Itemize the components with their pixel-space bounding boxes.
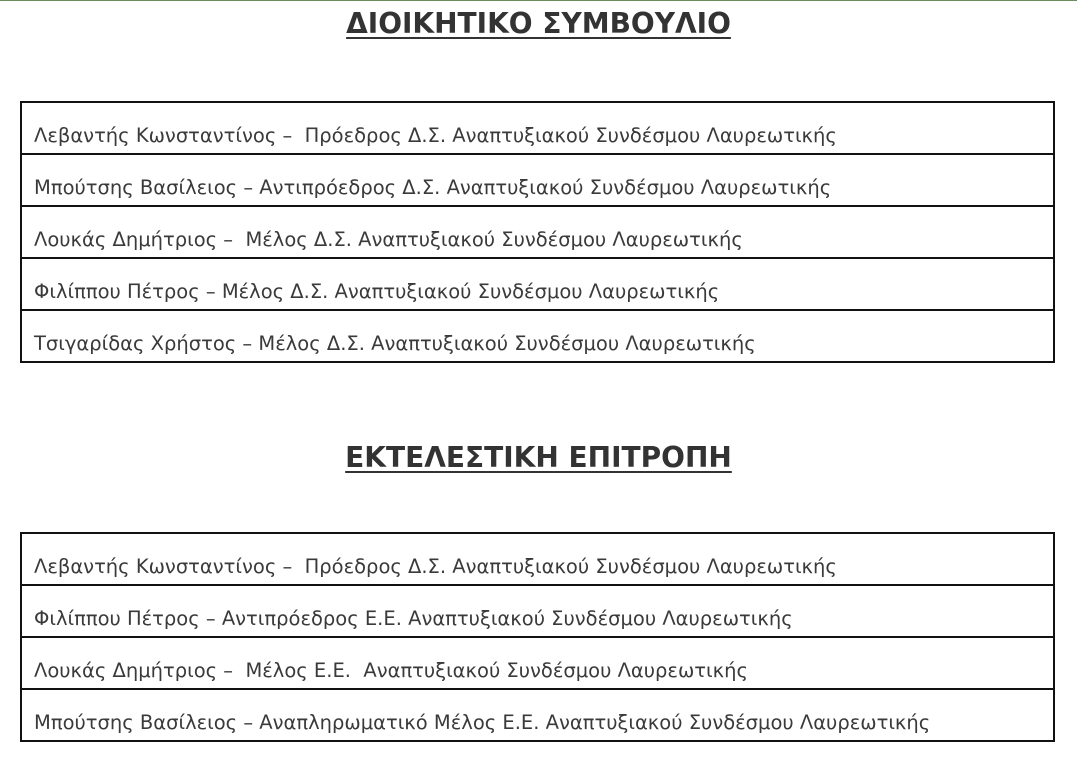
table-row	[21, 102, 1054, 154]
executive-section-title: ΕΚΤΕΛΕΣΤΙΚΗ ΕΠΙΤΡΟΠΗ	[345, 441, 732, 474]
board-section-title: ΔΙΟΙΚΗΤΙΚΟ ΣΥΜΒΟΥΛΙΟ	[346, 7, 731, 40]
board-member-2: Μπούτσης Βασίλειος – Αντιπρόεδρος Δ.Σ. Αναπτυξιακού Συνδέσμου Λαυρεωτικής	[21, 154, 1054, 206]
top-divider	[0, 0, 1077, 1]
table-row	[21, 206, 1054, 258]
board-members-table	[20, 101, 1055, 363]
table-row	[21, 585, 1054, 637]
board-member-5: Τσιγαρίδας Χρήστος – Μέλος Δ.Σ. Αναπτυξιακού Συνδέσμου Λαυρεωτικής	[21, 310, 1054, 362]
table-row	[21, 637, 1054, 689]
table-row	[21, 689, 1054, 741]
table-row	[21, 258, 1054, 310]
table-row	[21, 533, 1054, 585]
executive-member-2: Φιλίππου Πέτρος – Αντιπρόεδρος Ε.Ε. Αναπτυξιακού Συνδέσμου Λαυρεωτικής	[21, 585, 1054, 637]
executive-member-4: Μπούτσης Βασίλειος – Αναπληρωματικό Μέλος Ε.Ε. Αναπτυξιακού Συνδέσμου Λαυρεωτικής	[21, 689, 1054, 741]
table-row	[21, 310, 1054, 362]
board-member-1: Λεβαντής Κωνσταντίνος – Πρόεδρος Δ.Σ. Αναπτυξιακού Συνδέσμου Λαυρεωτικής	[21, 102, 1054, 154]
executive-member-3: Λουκάς Δημήτριος – Μέλος Ε.Ε. Αναπτυξιακού Συνδέσμου Λαυρεωτικής	[21, 637, 1054, 689]
board-member-4: Φιλίππου Πέτρος – Μέλος Δ.Σ. Αναπτυξιακού Συνδέσμου Λαυρεωτικής	[21, 258, 1054, 310]
executive-member-1: Λεβαντής Κωνσταντίνος – Πρόεδρος Δ.Σ. Αναπτυξιακού Συνδέσμου Λαυρεωτικής	[21, 533, 1054, 585]
table-row	[21, 154, 1054, 206]
board-member-3: Λουκάς Δημήτριος – Μέλος Δ.Σ. Αναπτυξιακού Συνδέσμου Λαυρεωτικής	[21, 206, 1054, 258]
executive-members-table	[20, 532, 1055, 742]
